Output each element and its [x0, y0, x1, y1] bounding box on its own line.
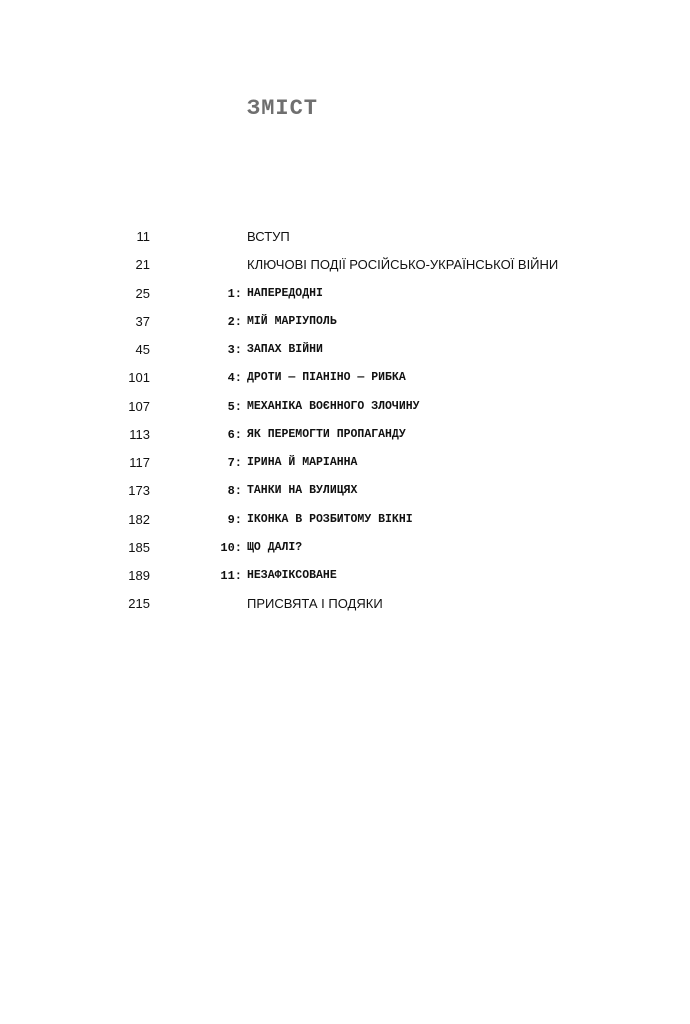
toc-entry-title: ЯК ПЕРЕМОГТИ ПРОПАГАНДУ [247, 427, 406, 441]
toc-entry-title: ІКОНКА В РОЗБИТОМУ ВІКНІ [247, 512, 413, 526]
toc-chapter-number: 4: [227, 371, 242, 386]
toc-entry [0, 539, 690, 567]
toc-chapter-number: 3: [227, 343, 242, 357]
toc-page-number: 113 [129, 426, 150, 442]
toc-page-number: 117 [129, 455, 150, 470]
toc-chapter-number: 8: [227, 484, 242, 499]
toc-page-number: 185 [128, 539, 150, 555]
toc-entry [0, 398, 690, 426]
toc-chapter-number: 7: [227, 456, 242, 470]
toc-entry-title: ЩО ДАЛІ? [247, 540, 303, 554]
toc-page-number: 182 [128, 511, 150, 527]
page-title: ЗМІСТ [247, 96, 319, 121]
toc-page-number: 189 [128, 568, 150, 583]
toc-entry-title: МЕХАНІКА ВОЄННОГО ЗЛОЧИНУ [247, 399, 420, 413]
toc-page-number: 21 [135, 257, 150, 273]
toc-page-number: 25 [135, 285, 150, 301]
toc-entry [0, 595, 690, 623]
toc-page-number: 107 [128, 398, 150, 414]
toc-entry [0, 369, 690, 397]
toc-chapter-number: 1: [227, 286, 242, 301]
toc-page-number: 101 [128, 370, 150, 386]
table-of-contents [0, 228, 690, 624]
toc-page-number: 11 [136, 229, 150, 244]
toc-entry [0, 426, 690, 454]
toc-entry-title: КЛЮЧОВІ ПОДІЇ РОСІЙСЬКО-УКРАЇНСЬКОЇ ВІЙНИ [247, 257, 559, 273]
toc-page-number: 45 [135, 342, 150, 357]
toc-page-number: 173 [128, 483, 150, 499]
toc-page-number: 37 [135, 313, 150, 329]
toc-entry-title: ТАНКИ НА ВУЛИЦЯХ [247, 484, 358, 498]
toc-chapter-number: 10: [220, 540, 242, 555]
toc-entry [0, 341, 690, 369]
toc-entry [0, 482, 690, 510]
toc-chapter-number: 5: [227, 399, 242, 414]
toc-chapter-number: 2: [227, 314, 242, 329]
toc-entry-title: ЗАПАХ ВІЙНИ [247, 343, 323, 356]
toc-entry [0, 567, 690, 595]
toc-entry-title: МІЙ МАРІУПОЛЬ [247, 314, 337, 328]
toc-entry [0, 285, 690, 313]
toc-entry [0, 313, 690, 341]
toc-entry-title: ПРИСВЯТА І ПОДЯКИ [247, 596, 383, 612]
toc-chapter-number: 6: [227, 427, 242, 442]
toc-chapter-number: 9: [227, 512, 242, 527]
toc-entry-title: ВСТУП [247, 229, 290, 244]
toc-entry-title: ДРОТИ — ПІАНІНО — РИБКА [247, 371, 406, 385]
toc-entry [0, 256, 690, 284]
toc-entry-title: ІРИНА Й МАРІАННА [247, 456, 358, 469]
toc-entry-title: НЕЗАФІКСОВАНЕ [247, 569, 337, 582]
toc-entry [0, 511, 690, 539]
toc-entry [0, 454, 690, 482]
toc-page-number: 215 [128, 596, 150, 612]
toc-chapter-number: 11: [220, 569, 242, 583]
toc-entry [0, 228, 690, 256]
toc-entry-title: НАПЕРЕДОДНІ [247, 286, 323, 300]
